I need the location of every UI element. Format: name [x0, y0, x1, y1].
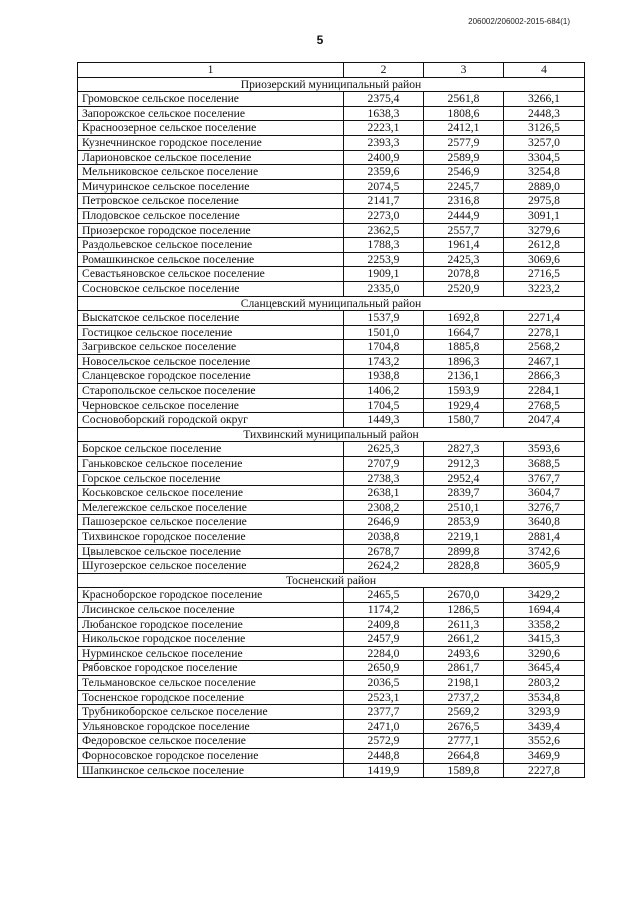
value-cell: 2335,0 [344, 281, 424, 296]
table-row [78, 325, 585, 340]
value-cell: 2661,2 [424, 632, 504, 647]
value-cell: 2625,3 [344, 442, 424, 457]
value-cell: 1501,0 [344, 325, 424, 340]
table-row [78, 413, 585, 428]
value-cell: 1580,7 [424, 413, 504, 428]
value-cell: 3688,5 [504, 457, 585, 472]
document-code: 206002/206002-2015-684(1) [468, 17, 570, 26]
value-cell: 2457,9 [344, 632, 424, 647]
value-cell: 2284,1 [504, 384, 585, 399]
settlement-name-cell: Новосельское сельское поселение [78, 354, 344, 369]
column-header-row [78, 63, 585, 78]
value-cell: 2036,5 [344, 675, 424, 690]
value-cell: 1704,5 [344, 398, 424, 413]
table-row [78, 106, 585, 121]
value-cell: 2284,0 [344, 646, 424, 661]
settlement-name-cell: Форносовское городское поселение [78, 748, 344, 763]
value-cell: 1537,9 [344, 311, 424, 326]
section-header-row [78, 573, 585, 588]
value-cell: 3552,6 [504, 734, 585, 749]
value-cell: 3645,4 [504, 661, 585, 676]
settlement-name-cell: Сланцевское городское поселение [78, 369, 344, 384]
settlement-name-cell: Мельниковское сельское поселение [78, 165, 344, 180]
value-cell: 2676,5 [424, 719, 504, 734]
table-row [78, 763, 585, 778]
value-cell: 2589,9 [424, 150, 504, 165]
table-row [78, 646, 585, 661]
value-cell: 2664,8 [424, 748, 504, 763]
value-cell: 2219,1 [424, 530, 504, 545]
value-cell: 2952,4 [424, 471, 504, 486]
value-cell: 3469,9 [504, 748, 585, 763]
settlement-name-cell: Плодовское сельское поселение [78, 208, 344, 223]
page-number: 5 [316, 33, 324, 47]
value-cell: 3604,7 [504, 486, 585, 501]
value-cell: 3091,1 [504, 208, 585, 223]
value-cell: 3223,2 [504, 281, 585, 296]
settlement-name-cell: Нурминское сельское поселение [78, 646, 344, 661]
table-row [78, 515, 585, 530]
value-cell: 3290,6 [504, 646, 585, 661]
value-cell: 1704,8 [344, 340, 424, 355]
value-cell: 3534,8 [504, 690, 585, 705]
table-row [78, 544, 585, 559]
value-cell: 2078,8 [424, 267, 504, 282]
settlement-name-cell: Выскатское сельское поселение [78, 311, 344, 326]
section-header-row [78, 296, 585, 311]
value-cell: 2861,7 [424, 661, 504, 676]
settlement-name-cell: Черновское сельское поселение [78, 398, 344, 413]
value-cell: 2866,3 [504, 369, 585, 384]
settlement-name-cell: Раздольевское сельское поселение [78, 238, 344, 253]
value-cell: 2278,1 [504, 325, 585, 340]
settlement-name-cell: Кузнечнинское городское поселение [78, 135, 344, 150]
settlement-name-cell: Горское сельское поселение [78, 471, 344, 486]
value-cell: 2561,8 [424, 92, 504, 107]
table-row [78, 252, 585, 267]
value-cell: 1743,2 [344, 354, 424, 369]
settlement-name-cell: Никольское городское поселение [78, 632, 344, 647]
value-cell: 2510,1 [424, 500, 504, 515]
value-cell: 2737,2 [424, 690, 504, 705]
column-header: 1 [78, 63, 344, 78]
value-cell: 2409,8 [344, 617, 424, 632]
value-cell: 3640,8 [504, 515, 585, 530]
settlement-name-cell: Лисинское сельское поселение [78, 602, 344, 617]
value-cell: 2198,1 [424, 675, 504, 690]
value-cell: 2308,2 [344, 500, 424, 515]
value-cell: 2839,7 [424, 486, 504, 501]
value-cell: 2227,8 [504, 763, 585, 778]
table-row [78, 719, 585, 734]
table-row [78, 602, 585, 617]
value-cell: 2467,1 [504, 354, 585, 369]
value-cell: 3257,0 [504, 135, 585, 150]
value-cell: 2557,7 [424, 223, 504, 238]
value-cell: 2638,1 [344, 486, 424, 501]
value-cell: 1885,8 [424, 340, 504, 355]
value-cell: 2650,9 [344, 661, 424, 676]
value-cell: 1896,3 [424, 354, 504, 369]
value-cell: 3254,8 [504, 165, 585, 180]
table-row [78, 92, 585, 107]
table-row [78, 617, 585, 632]
value-cell: 3767,7 [504, 471, 585, 486]
settlement-name-cell: Шапкинское сельское поселение [78, 763, 344, 778]
value-cell: 1638,3 [344, 106, 424, 121]
settlement-name-cell: Тосненское городское поселение [78, 690, 344, 705]
value-cell: 2412,1 [424, 121, 504, 136]
table-row [78, 734, 585, 749]
table-row [78, 398, 585, 413]
value-cell: 2777,1 [424, 734, 504, 749]
settlement-name-cell: Запорожское сельское поселение [78, 106, 344, 121]
settlement-name-cell: Цвылевское сельское поселение [78, 544, 344, 559]
value-cell: 1961,4 [424, 238, 504, 253]
value-cell: 2912,3 [424, 457, 504, 472]
table-row [78, 208, 585, 223]
value-cell: 2612,8 [504, 238, 585, 253]
value-cell: 2853,9 [424, 515, 504, 530]
table-row [78, 384, 585, 399]
value-cell: 2047,4 [504, 413, 585, 428]
table-row [78, 369, 585, 384]
value-cell: 2136,1 [424, 369, 504, 384]
section-title: Приозерский муниципальный район [78, 77, 585, 92]
settlement-name-cell: Ульяновское городское поселение [78, 719, 344, 734]
value-cell: 2520,9 [424, 281, 504, 296]
value-cell: 2624,2 [344, 559, 424, 574]
settlement-name-cell: Любанское городское поселение [78, 617, 344, 632]
value-cell: 1909,1 [344, 267, 424, 282]
section-title: Сланцевский муниципальный район [78, 296, 585, 311]
value-cell: 1929,4 [424, 398, 504, 413]
value-cell: 2471,0 [344, 719, 424, 734]
value-cell: 2444,9 [424, 208, 504, 223]
table-row [78, 748, 585, 763]
settlement-name-cell: Ромашкинское сельское поселение [78, 252, 344, 267]
value-cell: 2375,4 [344, 92, 424, 107]
value-cell: 2803,2 [504, 675, 585, 690]
value-cell: 1593,9 [424, 384, 504, 399]
value-cell: 1694,4 [504, 602, 585, 617]
table-row [78, 121, 585, 136]
section-title: Тосненский район [78, 573, 585, 588]
value-cell: 2362,5 [344, 223, 424, 238]
table-row [78, 471, 585, 486]
value-cell: 2271,4 [504, 311, 585, 326]
value-cell: 2889,0 [504, 179, 585, 194]
settlement-name-cell: Федоровское сельское поселение [78, 734, 344, 749]
value-cell: 3415,3 [504, 632, 585, 647]
value-cell: 2316,8 [424, 194, 504, 209]
value-cell: 2448,8 [344, 748, 424, 763]
value-cell: 3126,5 [504, 121, 585, 136]
data-table [77, 62, 585, 778]
settlement-name-cell: Тихвинское городское поселение [78, 530, 344, 545]
table-row [78, 675, 585, 690]
value-cell: 3293,9 [504, 705, 585, 720]
settlement-name-cell: Шугозерское сельское поселение [78, 559, 344, 574]
settlement-name-cell: Борское сельское поселение [78, 442, 344, 457]
value-cell: 2141,7 [344, 194, 424, 209]
value-cell: 2377,7 [344, 705, 424, 720]
settlement-name-cell: Красноозерное сельское поселение [78, 121, 344, 136]
value-cell: 3266,1 [504, 92, 585, 107]
value-cell: 2828,8 [424, 559, 504, 574]
value-cell: 1664,7 [424, 325, 504, 340]
table-row [78, 500, 585, 515]
section-title: Тихвинский муниципальный район [78, 427, 585, 442]
value-cell: 1406,2 [344, 384, 424, 399]
value-cell: 2245,7 [424, 179, 504, 194]
value-cell: 1174,2 [344, 602, 424, 617]
table-row [78, 311, 585, 326]
value-cell: 3742,6 [504, 544, 585, 559]
value-cell: 2716,5 [504, 267, 585, 282]
value-cell: 2393,3 [344, 135, 424, 150]
value-cell: 1449,3 [344, 413, 424, 428]
settlement-name-cell: Сосновоборский городской округ [78, 413, 344, 428]
settlement-name-cell: Старопольское сельское поселение [78, 384, 344, 399]
value-cell: 2670,0 [424, 588, 504, 603]
value-cell: 3439,4 [504, 719, 585, 734]
table-row [78, 223, 585, 238]
table-row [78, 340, 585, 355]
value-cell: 3593,6 [504, 442, 585, 457]
value-cell: 3429,2 [504, 588, 585, 603]
settlement-name-cell: Петровское сельское поселение [78, 194, 344, 209]
column-header: 3 [424, 63, 504, 78]
settlement-name-cell: Тельмановское сельское поселение [78, 675, 344, 690]
value-cell: 3358,2 [504, 617, 585, 632]
column-header: 4 [504, 63, 585, 78]
value-cell: 2038,8 [344, 530, 424, 545]
table-row [78, 267, 585, 282]
settlement-name-cell: Ларионовское сельское поселение [78, 150, 344, 165]
value-cell: 2400,9 [344, 150, 424, 165]
table-row [78, 661, 585, 676]
table-row [78, 530, 585, 545]
value-cell: 2827,3 [424, 442, 504, 457]
section-header-row [78, 427, 585, 442]
settlement-name-cell: Пашозерское сельское поселение [78, 515, 344, 530]
value-cell: 2572,9 [344, 734, 424, 749]
table-row [78, 281, 585, 296]
settlement-name-cell: Громовское сельское поселение [78, 92, 344, 107]
settlement-name-cell: Севастьяновское сельское поселение [78, 267, 344, 282]
value-cell: 2738,3 [344, 471, 424, 486]
value-cell: 1589,8 [424, 763, 504, 778]
value-cell: 2768,5 [504, 398, 585, 413]
settlement-name-cell: Сосновское сельское поселение [78, 281, 344, 296]
settlement-name-cell: Ганьковское сельское поселение [78, 457, 344, 472]
section-header-row [78, 77, 585, 92]
value-cell: 2359,6 [344, 165, 424, 180]
value-cell: 2569,2 [424, 705, 504, 720]
table-row [78, 194, 585, 209]
value-cell: 2577,9 [424, 135, 504, 150]
table-row [78, 442, 585, 457]
value-cell: 2448,3 [504, 106, 585, 121]
table-row [78, 165, 585, 180]
value-cell: 2707,9 [344, 457, 424, 472]
table-body [78, 63, 585, 778]
value-cell: 2253,9 [344, 252, 424, 267]
value-cell: 2899,8 [424, 544, 504, 559]
settlement-name-cell: Мелегежское сельское поселение [78, 500, 344, 515]
value-cell: 2568,2 [504, 340, 585, 355]
table-row [78, 135, 585, 150]
table-row [78, 632, 585, 647]
value-cell: 1788,3 [344, 238, 424, 253]
value-cell: 3605,9 [504, 559, 585, 574]
table-row [78, 486, 585, 501]
table-row [78, 588, 585, 603]
value-cell: 1419,9 [344, 763, 424, 778]
value-cell: 2273,0 [344, 208, 424, 223]
table-row [78, 705, 585, 720]
value-cell: 2678,7 [344, 544, 424, 559]
table-row [78, 238, 585, 253]
table-row [78, 559, 585, 574]
settlement-name-cell: Коськовское сельское поселение [78, 486, 344, 501]
settlement-name-cell: Красноборское городское поселение [78, 588, 344, 603]
value-cell: 2975,8 [504, 194, 585, 209]
value-cell: 1692,8 [424, 311, 504, 326]
settlement-name-cell: Гостицкое сельское поселение [78, 325, 344, 340]
value-cell: 1286,5 [424, 602, 504, 617]
value-cell: 2074,5 [344, 179, 424, 194]
value-cell: 1938,8 [344, 369, 424, 384]
settlement-name-cell: Рябовское городское поселение [78, 661, 344, 676]
value-cell: 2881,4 [504, 530, 585, 545]
value-cell: 1808,6 [424, 106, 504, 121]
table-row [78, 179, 585, 194]
value-cell: 2646,9 [344, 515, 424, 530]
table-row [78, 690, 585, 705]
value-cell: 2223,1 [344, 121, 424, 136]
table-row [78, 150, 585, 165]
value-cell: 2523,1 [344, 690, 424, 705]
value-cell: 3276,7 [504, 500, 585, 515]
settlement-name-cell: Мичуринское сельское поселение [78, 179, 344, 194]
value-cell: 3069,6 [504, 252, 585, 267]
table-row [78, 354, 585, 369]
value-cell: 3279,6 [504, 223, 585, 238]
value-cell: 2611,3 [424, 617, 504, 632]
value-cell: 3304,5 [504, 150, 585, 165]
settlement-name-cell: Загривское сельское поселение [78, 340, 344, 355]
settlement-name-cell: Трубникоборское сельское поселение [78, 705, 344, 720]
value-cell: 2465,5 [344, 588, 424, 603]
column-header: 2 [344, 63, 424, 78]
settlement-name-cell: Приозерское городское поселение [78, 223, 344, 238]
table-row [78, 457, 585, 472]
value-cell: 2425,3 [424, 252, 504, 267]
value-cell: 2493,6 [424, 646, 504, 661]
value-cell: 2546,9 [424, 165, 504, 180]
